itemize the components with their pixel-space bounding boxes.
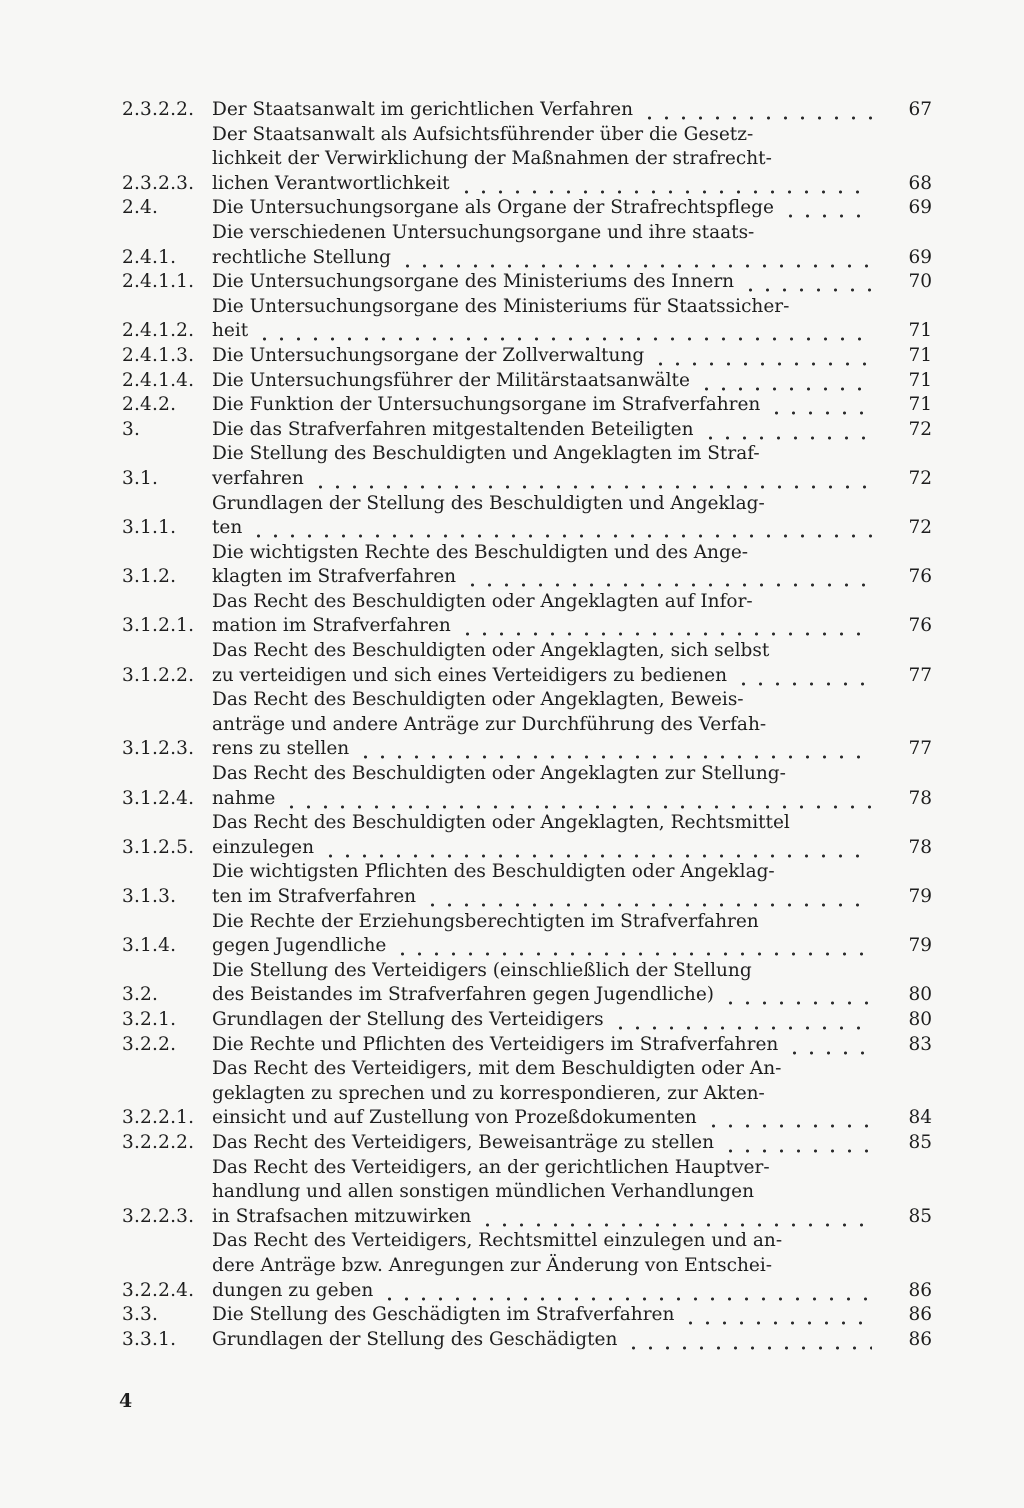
section-number: 3. [122, 418, 141, 440]
toc-entry [122, 910, 932, 959]
title-line: Das Recht des Beschuldigten oder Angeklagten, sich selbst [212, 640, 770, 662]
page-number: 4 [119, 1390, 133, 1412]
section-number: 3.2.2.1. [122, 1107, 195, 1129]
title-line: einzulegen [212, 836, 315, 858]
title-line: Die das Strafverfahren mitgestaltenden Beteiligten [212, 418, 694, 440]
dot-leader [698, 369, 872, 394]
section-number: 3.1.1. [122, 517, 177, 539]
page-reference: 76 [908, 615, 932, 637]
title-line: Grundlagen der Stellung des Geschädigten [212, 1328, 618, 1350]
dot-leader [742, 270, 872, 295]
toc-entry [122, 1008, 932, 1033]
title-line: des Beistandes im Strafverfahren gegen Jugendliche) [212, 984, 714, 1006]
title-line: nahme [212, 787, 276, 809]
dot-leader [768, 393, 872, 418]
dot-leader [256, 319, 872, 344]
section-title [212, 1057, 894, 1131]
dot-leader [283, 787, 872, 812]
section-number: 2.4. [122, 197, 159, 219]
section-number: 3.1.3. [122, 886, 177, 907]
title-line: Der Staatsanwalt als Aufsichtsführender über die Gesetz- [212, 123, 754, 145]
page-reference: 85 [908, 1205, 932, 1227]
title-line: Grundlagen der Stellung des Verteidigers [212, 1008, 604, 1030]
toc-entry [122, 492, 932, 541]
dot-leader [357, 737, 872, 762]
title-line: dere Anträge bzw. Anregungen zur Änderung von Entschei- [212, 1254, 773, 1276]
title-line: Die Rechte der Erziehungsberechtigten im Strafverfahren [212, 910, 759, 932]
section-title [212, 393, 894, 418]
page-reference: 86 [908, 1279, 932, 1301]
page-reference: 71 [908, 344, 932, 366]
dot-leader [250, 516, 872, 541]
dot-leader [682, 1303, 872, 1328]
page-reference: 72 [908, 467, 932, 489]
section-title [212, 688, 894, 762]
section-title [212, 1033, 894, 1058]
page-reference: 78 [908, 787, 932, 809]
section-number: 3.2.2.2. [122, 1131, 195, 1153]
title-line: Das Recht des Verteidigers, mit dem Beschuldigten oder An- [212, 1058, 782, 1080]
title-line: einsicht und auf Zustellung von Prozeßdokumenten [212, 1107, 697, 1129]
title-line: Die Stellung des Geschädigten im Strafverfahren [212, 1304, 675, 1326]
section-title [212, 442, 894, 491]
title-line: gegen Jugendliche [212, 935, 387, 957]
page-reference: 70 [908, 271, 932, 293]
dot-leader [464, 565, 872, 590]
title-line: verfahren [212, 467, 304, 489]
title-line: Das Recht des Verteidigers, an der gerichtlichen Hauptver- [212, 1156, 770, 1178]
toc-entry [122, 221, 932, 270]
page-reference: 83 [908, 1033, 932, 1055]
page-reference: 67 [908, 99, 932, 120]
section-number: 2.3.2.2. [122, 99, 195, 120]
dot-leader [399, 246, 872, 271]
title-line: Die wichtigsten Pflichten des Beschuldigten oder Angeklag- [212, 861, 775, 883]
section-title [212, 1229, 894, 1303]
title-line: zu verteidigen und sich eines Verteidigers zu bedienen [212, 664, 727, 686]
toc-entry [122, 1033, 932, 1058]
dot-leader [625, 1328, 872, 1353]
title-line: lichkeit der Verwirklichung der Maßnahmen der strafrecht- [212, 148, 772, 170]
toc-entry [122, 639, 932, 688]
dot-leader [702, 418, 872, 443]
dot-leader [394, 934, 872, 959]
section-title [212, 369, 894, 394]
page-reference: 77 [908, 738, 932, 760]
page-reference: 77 [908, 664, 932, 686]
page-reference: 84 [908, 1107, 932, 1129]
title-line: Die wichtigsten Rechte des Beschuldigten und des Ange- [212, 541, 749, 563]
toc-entry [122, 418, 932, 443]
title-line: Die Untersuchungsorgane des Ministeriums für Staatssicher- [212, 295, 790, 317]
dot-leader [458, 172, 872, 197]
title-line: handlung und allen sonstigen mündlichen Verhandlungen [212, 1181, 754, 1203]
title-line: Das Recht des Verteidigers, Rechtsmittel einzulegen und an- [212, 1230, 783, 1252]
table-of-contents [122, 98, 932, 1352]
dot-leader [735, 664, 872, 689]
section-title [212, 811, 894, 860]
title-line: Das Recht des Beschuldigten oder Angeklagten auf Infor- [212, 590, 753, 612]
dot-leader [322, 836, 872, 861]
title-line: Die Untersuchungsorgane des Ministeriums des Innern [212, 271, 735, 293]
section-title [212, 1156, 894, 1230]
section-title [212, 344, 894, 369]
toc-entry [122, 860, 932, 909]
dot-leader [312, 467, 872, 492]
title-line: Die Funktion der Untersuchungsorgane im Strafverfahren [212, 394, 761, 416]
title-line: klagten im Strafverfahren [212, 566, 457, 588]
section-title [212, 295, 894, 344]
title-line: rens zu stellen [212, 738, 350, 760]
title-line: Das Recht des Beschuldigten oder Angeklagten, Beweis- [212, 689, 744, 711]
section-title [212, 270, 894, 295]
dot-leader [722, 983, 872, 1008]
section-number: 3.2.2.3. [122, 1205, 195, 1227]
dot-leader [782, 196, 872, 221]
section-number: 3.1.2.4. [122, 787, 195, 809]
dot-leader [786, 1033, 872, 1058]
page-reference: 79 [908, 886, 932, 907]
title-line: Das Recht des Beschuldigten oder Angeklagten zur Stellung- [212, 763, 786, 785]
section-title [212, 492, 894, 541]
page-reference: 85 [908, 1131, 932, 1153]
section-number: 3.2.1. [122, 1008, 177, 1030]
section-number: 2.4.2. [122, 394, 177, 416]
section-number: 3.2.2. [122, 1033, 177, 1055]
toc-entry [122, 98, 932, 123]
title-line: dungen zu geben [212, 1279, 374, 1301]
dot-leader [381, 1279, 872, 1304]
section-number: 3.3. [122, 1304, 159, 1326]
section-number: 3.1.2.3. [122, 738, 195, 760]
section-title [212, 196, 894, 221]
title-line: Die Rechte und Pflichten des Verteidigers im Strafverfahren [212, 1033, 779, 1055]
dot-leader [479, 1205, 872, 1230]
dot-leader [424, 885, 872, 910]
title-line: in Strafsachen mitzuwirken [212, 1205, 472, 1227]
title-line: Das Recht des Beschuldigten oder Angeklagten, Rechtsmittel [212, 812, 790, 834]
title-line: rechtliche Stellung [212, 246, 392, 268]
section-title [212, 123, 894, 197]
page-reference: 69 [908, 197, 932, 219]
title-line: ten im Strafverfahren [212, 886, 417, 907]
title-line: Die Untersuchungsführer der Militärstaatsanwälte [212, 369, 690, 391]
section-number: 2.4.1. [122, 246, 177, 268]
section-title [212, 590, 894, 639]
section-title [212, 1328, 894, 1353]
page-reference: 80 [908, 1008, 932, 1030]
toc-entry [122, 442, 932, 491]
page-reference: 78 [908, 836, 932, 858]
dot-leader [705, 1106, 872, 1131]
section-title [212, 959, 894, 1008]
toc-entry [122, 811, 932, 860]
section-title [212, 418, 894, 443]
dot-leader [612, 1008, 872, 1033]
toc-entry [122, 369, 932, 394]
page-reference: 68 [908, 172, 932, 194]
title-line: Die Untersuchungsorgane der Zollverwaltung [212, 344, 645, 366]
dot-leader [722, 1131, 872, 1156]
section-number: 2.4.1.2. [122, 320, 195, 342]
section-number: 3.1.2.5. [122, 836, 195, 858]
title-line: anträge und andere Anträge zur Durchführung des Verfah- [212, 713, 767, 735]
toc-entry [122, 1328, 932, 1353]
title-line: Die Untersuchungsorgane als Organe der Strafrechtspflege [212, 197, 774, 219]
toc-entry [122, 541, 932, 590]
dot-leader [459, 614, 872, 639]
section-title [212, 541, 894, 590]
toc-entry [122, 590, 932, 639]
title-line: lichen Verantwortlichkeit [212, 172, 450, 194]
section-number: 3.1.4. [122, 935, 177, 957]
page-reference: 76 [908, 566, 932, 588]
section-number: 3.3.1. [122, 1328, 177, 1350]
toc-entry [122, 196, 932, 221]
toc-entry [122, 295, 932, 344]
page-reference: 86 [908, 1304, 932, 1326]
section-title [212, 639, 894, 688]
section-number: 3.1.2.2. [122, 664, 195, 686]
section-title [212, 1008, 894, 1033]
title-line: ten [212, 517, 243, 539]
section-number: 3.2.2.4. [122, 1279, 195, 1301]
section-title [212, 98, 894, 123]
dot-leader [641, 98, 872, 123]
section-number: 2.4.1.4. [122, 369, 195, 391]
page-reference: 72 [908, 418, 932, 440]
title-line: heit [212, 320, 249, 342]
page-reference: 79 [908, 935, 932, 957]
toc-entry [122, 270, 932, 295]
title-line: geklagten zu sprechen und zu korrespondieren, zur Akten- [212, 1082, 765, 1104]
toc-entry [122, 1229, 932, 1303]
toc-entry [122, 1131, 932, 1156]
section-number: 3.1. [122, 467, 159, 489]
toc-entry [122, 1156, 932, 1230]
section-number: 3.1.2. [122, 566, 177, 588]
title-line: Die Stellung des Beschuldigten und Angeklagten im Straf- [212, 443, 760, 465]
page-reference: 86 [908, 1328, 932, 1350]
title-line: Die Stellung des Verteidigers (einschließlich der Stellung [212, 959, 752, 981]
page-reference: 80 [908, 984, 932, 1006]
section-title [212, 1131, 894, 1156]
section-title [212, 221, 894, 270]
section-number: 2.3.2.3. [122, 172, 195, 194]
toc-entry [122, 123, 932, 197]
title-line: Der Staatsanwalt im gerichtlichen Verfahren [212, 99, 634, 120]
page-reference: 72 [908, 517, 932, 539]
section-title [212, 860, 894, 909]
toc-entry [122, 959, 932, 1008]
title-line: Grundlagen der Stellung des Beschuldigten und Angeklag- [212, 492, 765, 514]
section-title [212, 762, 894, 811]
toc-entry [122, 344, 932, 369]
section-title [212, 1303, 894, 1328]
section-number: 3.1.2.1. [122, 615, 195, 637]
page-reference: 69 [908, 246, 932, 268]
section-number: 2.4.1.3. [122, 344, 195, 366]
page-reference: 71 [908, 394, 932, 416]
title-line: Das Recht des Verteidigers, Beweisanträge zu stellen [212, 1131, 715, 1153]
toc-entry [122, 762, 932, 811]
dot-leader [652, 344, 872, 369]
title-line: mation im Strafverfahren [212, 615, 451, 637]
toc-entry [122, 1057, 932, 1131]
section-number: 2.4.1.1. [122, 271, 195, 293]
page-reference: 71 [908, 369, 932, 391]
toc-entry [122, 688, 932, 762]
toc-entry [122, 393, 932, 418]
title-line: Die verschiedenen Untersuchungsorgane und ihre staats- [212, 221, 755, 243]
section-number: 3.2. [122, 984, 159, 1006]
page-reference: 71 [908, 320, 932, 342]
toc-entry [122, 1303, 932, 1328]
section-title [212, 910, 894, 959]
